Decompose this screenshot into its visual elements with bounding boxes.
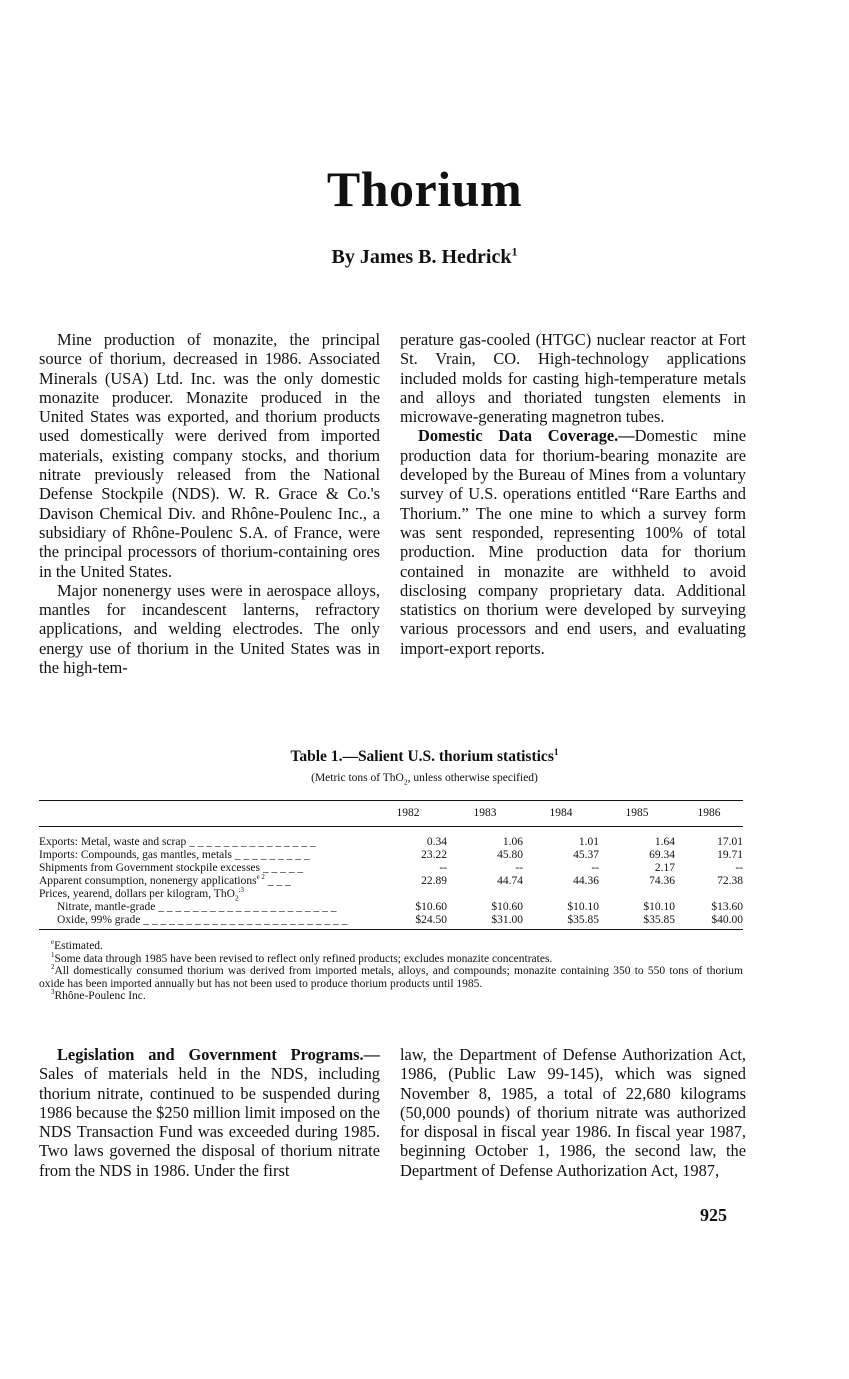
table-cell: $10.10 [567,901,599,913]
footnote [51,940,743,953]
table-header-label [39,801,369,827]
table-cell: 0.34 [426,836,447,848]
table-cell: $24.50 [369,914,447,930]
footnote-text: All domestically consumed thorium was derived from imported metals, alloys, and compounds; monazite containing 350 to 550 tons of thorium oxide has been imported annually but has not been used to produce thorium products until 1985. [39,965,743,990]
table-cell: 74.36 [649,875,675,887]
row-label-text: Imports: Compounds, gas mantles, metals [39,849,232,861]
column-3 [39,1045,380,1180]
row-label-footnote-mark: e 2 [256,874,265,882]
table-title-footnote-mark: 1 [553,747,559,758]
table-header-year: 1984 [523,801,599,827]
table-cell: $13.60 [711,901,743,913]
row-label: Shipments from Government stockpile excesses _ _ _ _ _ [39,862,304,874]
row-label-text: Exports: Metal, waste and scrap [39,836,187,848]
data-coverage-text: Domestic mine production data for thorium-bearing monazite are developed by the Bureau of Mines from a voluntary survey of U.S. operations entitled “Rare Earths and Thorium.” The one mine to which a survey form was sent responded, representing 100% of total production. Mine production data for thorium contained in monazite are withheld to avoid disclosing company proprietary data. Additional statistics on thorium were developed by surveying various processors and end users, and evaluating import-export reports. [400,426,746,658]
row-label [39,888,743,901]
table-cell: $35.85 [523,914,599,930]
intro-paragraph-1: Mine production of monazite, the principal source of thorium, decreased in 1986. Associated Minerals (USA) Ltd. Inc. was the only domestic monazite producer. Monazite produced in the United States was exported, and thorium products used domestically were derived from imported materials, existing company stocks, and thorium nitrate previously released from the National Defense Stockpile (NDS). W. R. Grace & Co.'s Davison Chemical Div. and Rhône-Poulenc Inc., a subsidiary of Rhône-Poulenc S.A. of France, were the principal processors of thorium-containing ores in the United States. [39,330,380,581]
table-cell: -- [735,862,743,874]
footnote-text: Estimated. [54,940,103,952]
row-label: Imports: Compounds, gas mantles, metals _ _ _ _ _ _ _ _ _ [39,849,310,861]
table-cell: $31.00 [447,914,523,930]
page-title: Thorium [326,161,523,217]
table-row [39,901,743,914]
table-cell: 45.37 [573,849,599,861]
row-label-text: Prices, yearend, dollars per kilogram, ThO [39,888,235,900]
row-label-subscript: 2 [234,893,239,903]
footnote-mark: 2 [51,964,55,972]
row-label: Exports: Metal, waste and scrap _ _ _ _ _ _ _ _ _ _ _ _ _ _ _ [39,836,316,848]
footnote-mark: 1 [51,951,55,959]
table-cell: 44.36 [573,875,599,887]
table-cell: 19.71 [717,849,743,861]
table-header-year: 1986 [675,801,743,827]
table-cell: $40.00 [675,914,743,930]
table-cell: -- [515,862,523,874]
table-cell: 45.80 [497,849,523,861]
table-cell: 1.06 [502,836,523,848]
table-cell: $10.10 [643,901,675,913]
row-label-text: Oxide, 99% grade [57,914,141,926]
table-header-row [39,801,743,827]
table-cell: $35.85 [599,914,675,930]
row-label-text: Nitrate, mantle-grade [57,901,156,913]
table-subtitle-subscript: 2 [403,777,408,787]
footnote-text: Some data through 1985 have been revised to reflect only refined products; excludes monazite concentrates. [54,952,553,965]
table-title [0,748,849,766]
row-label-text: Apparent consumption, nonenergy applications [39,875,257,887]
column-2 [400,330,746,658]
table-header-year: 1982 [369,801,447,827]
footnote [51,953,743,966]
table-cell: $10.60 [491,901,523,913]
table-header-year: 1985 [599,801,675,827]
legislation-paragraph [39,1045,380,1180]
table-cell: 23.22 [421,849,447,861]
data-coverage-heading: Domestic Data Coverage.— [418,426,635,446]
author-footnote-mark: 1 [511,244,518,259]
table-cell: 69.34 [649,849,675,861]
table-cell: 1.01 [578,836,599,848]
table-cell: 17.01 [717,836,743,848]
column-4 [400,1045,746,1180]
table-row [39,888,743,901]
table-cell: 72.38 [717,875,743,887]
table-cell: 1.64 [654,836,675,848]
footnote [39,965,743,990]
row-label-text: Shipments from Government stockpile excesses [39,862,261,874]
table-row [39,875,743,888]
table-cell: -- [591,862,599,874]
legislation-text: Sales of materials held in the NDS, including thorium nitrate, continued to be suspended during 1986 because the $250 million limit imposed on the NDS Transaction Fund was exceeded during 1985. Two laws governed the disposal of thorium nitrate from the NDS in 1986. Under the first [39,1064,380,1180]
table-cell: 44.74 [497,875,523,887]
row-label: Nitrate, mantle-grade _ _ _ _ _ _ _ _ _ _ _ _ _ _ _ _ _ _ _ _ _ [57,901,337,913]
footnote-mark: 3 [51,989,55,997]
footnote [51,990,743,1003]
intro-paragraph-2: Major nonenergy uses were in aerospace alloys, mantles for incandescent lanterns, refractory applications, and welding electrodes. The only energy use of thorium in the United States was in the high-tem- [39,580,380,678]
table-row [39,862,743,875]
footnote-mark: e [51,939,55,947]
column-1 [39,330,380,677]
table-row [39,914,743,930]
footnote-text: Rhône-Poulenc Inc. [54,990,146,1003]
table-cell: 22.89 [421,875,447,887]
table-footnotes [39,940,743,1003]
salient-statistics-table [39,800,743,930]
legislation-heading: Legislation and Government Programs.— [57,1045,380,1064]
row-label: Oxide, 99% grade _ _ _ _ _ _ _ _ _ _ _ _ _ _ _ _ _ _ _ _ _ _ _ _ [39,914,369,930]
data-coverage-paragraph [400,426,746,658]
table-cell: $10.60 [415,901,447,913]
table-row [39,836,743,849]
table-subtitle-part: (Metric tons of ThO [311,772,404,784]
row-label: Apparent consumption, nonenergy applications$^{e 2}$ _ _ _ [39,874,291,887]
table-cell: -- [439,862,447,874]
row-label-footnote-mark: :3 [238,887,244,895]
table-header-year: 1983 [447,801,523,827]
table-cell: 2.17 [654,862,675,874]
table-subtitle [0,772,849,787]
table-subtitle-part: , unless otherwise specified) [407,772,538,784]
intro-paragraph-2-continued: perature gas-cooled (HTGC) nuclear reactor at Fort St. Vrain, CO. High-technology applications included molds for casting high-temperature metals and alloys and thoriated tungsten elements in microwave-generating magnetron tubes. [400,330,746,427]
author-name: By James B. Hedrick [331,246,512,268]
table-row [39,849,743,862]
byline [0,246,849,269]
legislation-paragraph-continued: law, the Department of Defense Authorization Act, 1986, (Public Law 99-145), which was signed November 8, 1985, a total of 22,680 kilograms (50,000 pounds) of thorium nitrate was authorized for disposal in fiscal year 1986. In fiscal year 1987, beginning October 1, 1986, the second law, the Department of Defense Authorization Act, 1987, [400,1045,746,1180]
page-number: 925 [700,1205,727,1225]
table-title-text: Table 1.—Salient U.S. thorium statistics [290,748,554,765]
